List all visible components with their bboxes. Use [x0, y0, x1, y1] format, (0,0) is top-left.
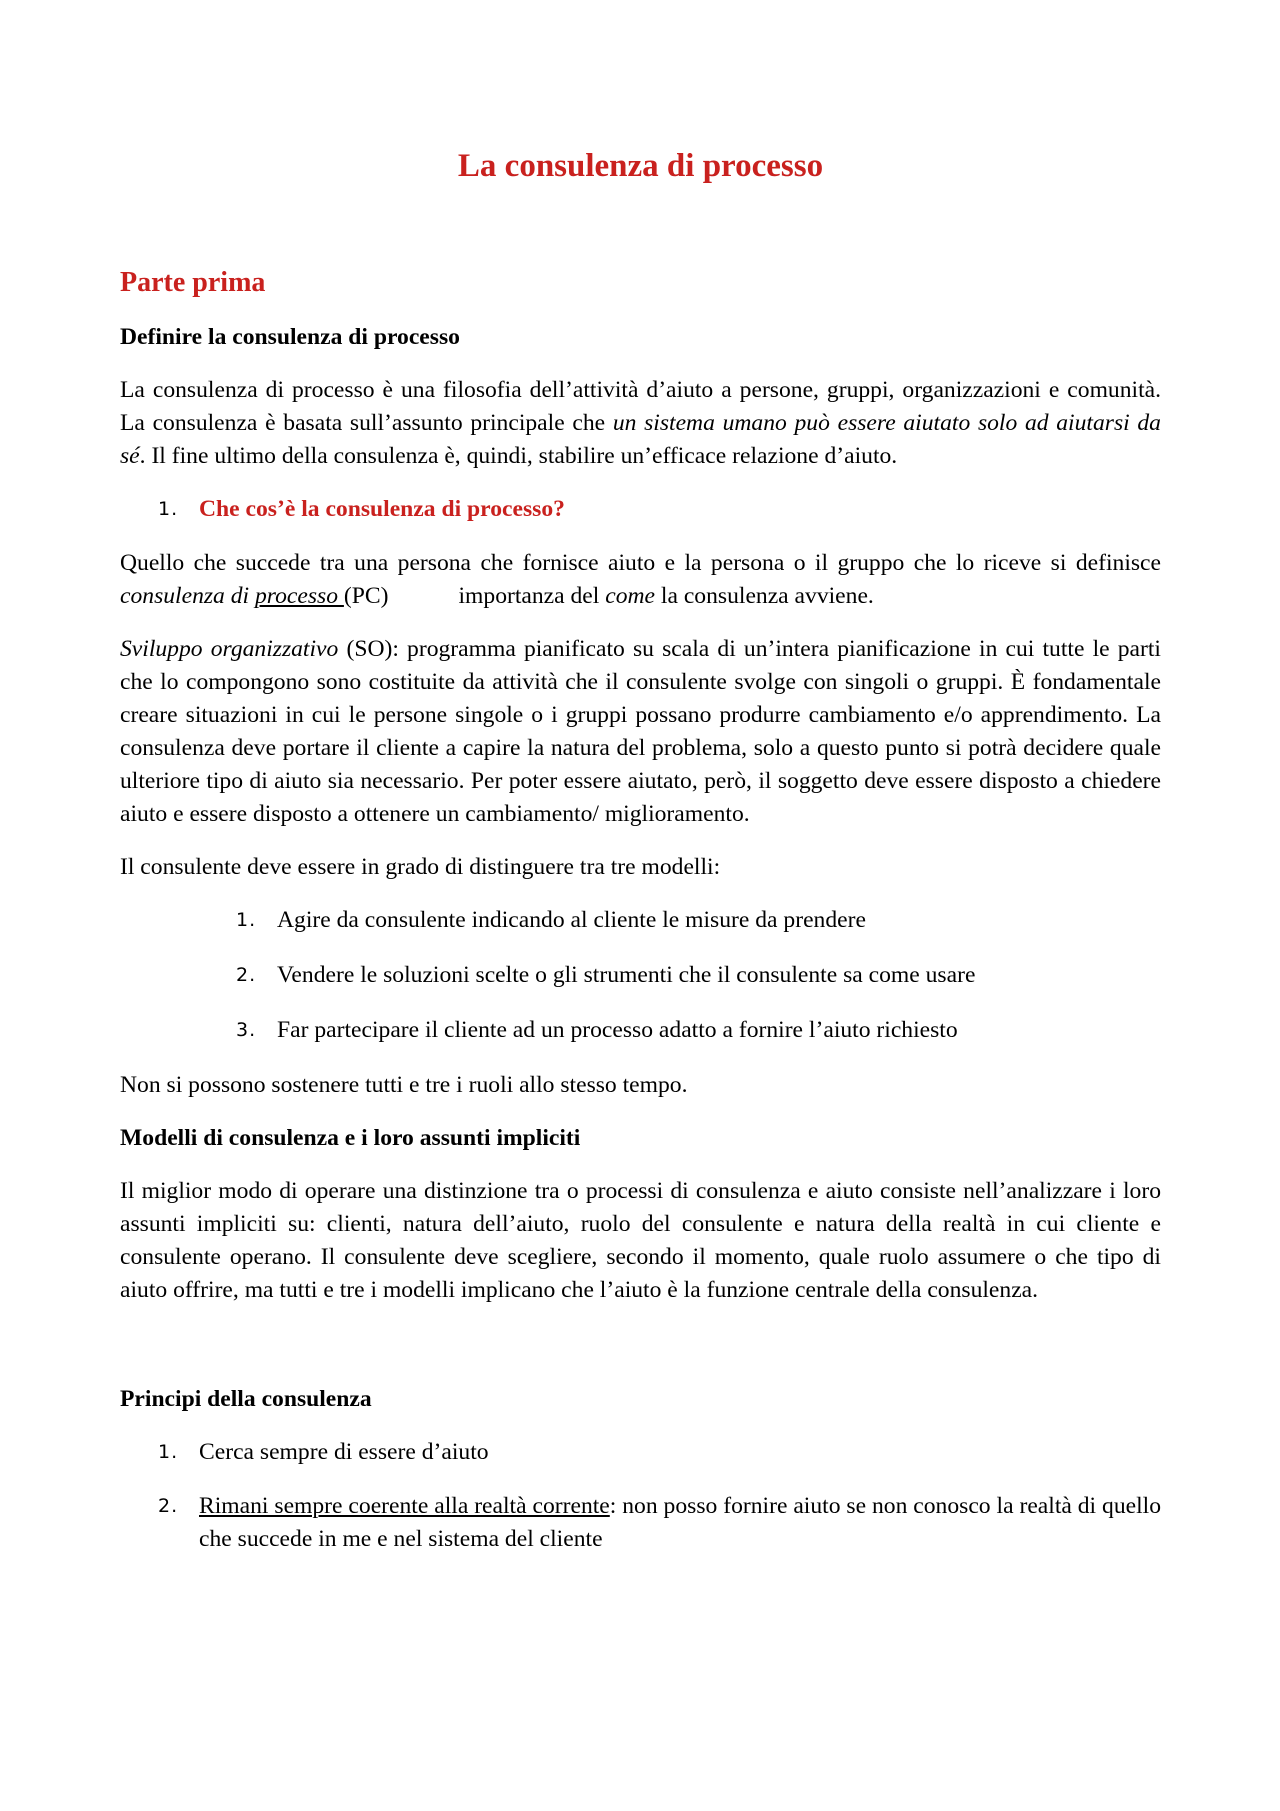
italic-text: Sviluppo organizzativo	[120, 636, 339, 662]
section-heading-parte-prima: Parte prima	[120, 267, 266, 298]
list-item	[120, 493, 1161, 526]
principles-list	[120, 1436, 1161, 1556]
paragraph-text: (PC)	[343, 583, 389, 609]
paragraph-pc	[120, 547, 1161, 613]
paragraph-definition	[120, 374, 1161, 473]
list-item-text: Vendere le soluzioni scelte o gli strumenti che il consulente sa come usare	[277, 962, 976, 988]
italic-text: consulenza di	[120, 583, 255, 609]
question-heading: Che cos’è la consulenza di processo?	[199, 496, 565, 522]
list-number: 1.	[236, 909, 257, 931]
paragraph-so	[120, 633, 1161, 831]
list-number: 3.	[236, 1019, 257, 1041]
underlined-italic-text: processo	[255, 583, 344, 609]
paragraph-modelli: Il miglior modo di operare una distinzione tra o processi di consulenza e aiuto consiste nell’analizzare i loro assunti impliciti su: clienti, natura dell’aiuto, ruolo del consulente e natura della realtà in cui cliente e consulente operano. Il consulente deve scegliere, secondo il momento, quale ruolo assumere o che tipo di aiuto offrire, ma tutti e tre i modelli implicano che l’aiuto è la funzione centrale della consulenza.	[120, 1178, 1161, 1303]
paragraph-text: . Il fine ultimo della consulenza è, quindi, stabilire un’efficace relazione d’aiuto.	[139, 443, 898, 469]
models-list	[120, 904, 1161, 1047]
spacer	[120, 1327, 1161, 1383]
subheading-modelli: Modelli di consulenza e i loro assunti impliciti	[120, 1125, 581, 1151]
list-item-text: Far partecipare il cliente ad un processo adatto a fornire l’aiuto richiesto	[277, 1017, 958, 1043]
list-item	[120, 1436, 1161, 1469]
paragraph-roles: Non si possono sostenere tutti e tre i ruoli allo stesso tempo.	[120, 1072, 688, 1098]
subheading-principi: Principi della consulenza	[120, 1386, 372, 1412]
list-number: 2.	[158, 1495, 179, 1517]
italic-text: come	[605, 583, 656, 609]
list-number: 1.	[158, 498, 179, 520]
paragraph-text: (SO): programma pianificato su scala di un’intera pianificazione in cui tutte le parti che lo compongono sono costituite da attività che il consulente svolge con singoli o gruppi. È fondamentale creare situazioni in cui le persone singole o i gruppi possano produrre cambiamento e/o apprendimento. La consulenza deve portare il cliente a capire la natura del problema, solo a questo punto si potrà decidere quale ulteriore tipo di aiuto sia necessario. Per poter essere aiutato, però, il soggetto deve essere disposto a chiedere aiuto e essere disposto a ottenere un cambiamento/ miglioramento.	[120, 636, 1161, 827]
question-list	[120, 493, 1161, 526]
underlined-text: Rimani sempre coerente alla realtà corrente	[199, 1493, 610, 1519]
italic-text: un sistema umano può essere aiutato solo ad aiutarsi da sé	[120, 410, 1161, 469]
paragraph-models-intro: Il consulente deve essere in grado di distinguere tra tre modelli:	[120, 854, 721, 880]
paragraph-text: Quello che succede tra una persona che fornisce aiuto e la persona o il gruppo che lo riceve si definisce	[120, 550, 1161, 576]
list-number: 2.	[236, 964, 257, 986]
list-item-text: Agire da consulente indicando al cliente le misure da prendere	[277, 907, 866, 933]
list-item	[120, 959, 1161, 992]
document-title: La consulenza di processo	[457, 148, 824, 184]
paragraph-text: la consulenza avviene.	[655, 583, 874, 609]
paragraph-text: La consulenza di processo è una filosofia dell’attività d’aiuto a persone, gruppi, organizzazioni e comunità. La consulenza è basata sull’assunto principale che	[120, 377, 1161, 436]
list-item	[120, 1490, 1161, 1556]
subheading-definire: Definire la consulenza di processo	[120, 324, 460, 350]
paragraph-text: importanza del	[458, 583, 606, 609]
list-item-text: Cerca sempre di essere d’aiuto	[199, 1439, 489, 1465]
list-item-text: : non posso fornire aiuto se non conosco la realtà di quello che succede in me e nel sistema del cliente	[199, 1493, 1161, 1552]
list-number: 1.	[158, 1441, 179, 1463]
list-item	[120, 904, 1161, 937]
list-item	[120, 1014, 1161, 1047]
